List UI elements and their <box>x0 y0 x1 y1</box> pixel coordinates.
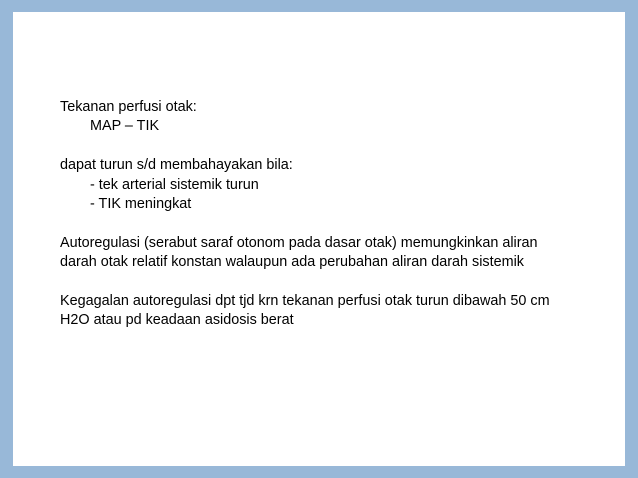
danger-item-arterial: - tek arterial sistemik turun <box>90 176 259 193</box>
spacer <box>60 273 600 292</box>
perfusion-heading: Tekanan perfusi otak: <box>60 99 197 115</box>
failure-line-1: Kegagalan autoregulasi dpt tjd krn tekanan perfusi otak turun dibawah 50 cm <box>60 292 550 309</box>
spacer <box>60 137 600 156</box>
autoregulation-line-1: Autoregulasi (serabut saraf otonom pada dasar otak) memungkinkan aliran <box>60 234 538 251</box>
spacer <box>60 214 600 233</box>
slide-body <box>60 98 600 331</box>
perfusion-formula: MAP – TIK <box>90 118 160 135</box>
failure-line-2: H2O atau pd keadaan asidosis berat <box>60 312 294 329</box>
slide-canvas <box>13 12 625 466</box>
danger-item-tik: - TIK meningkat <box>90 195 192 212</box>
danger-heading: dapat turun s/d membahayakan bila: <box>60 157 293 174</box>
autoregulation-line-2: darah otak relatif konstan walaupun ada perubahan aliran darah sistemik <box>60 254 524 271</box>
